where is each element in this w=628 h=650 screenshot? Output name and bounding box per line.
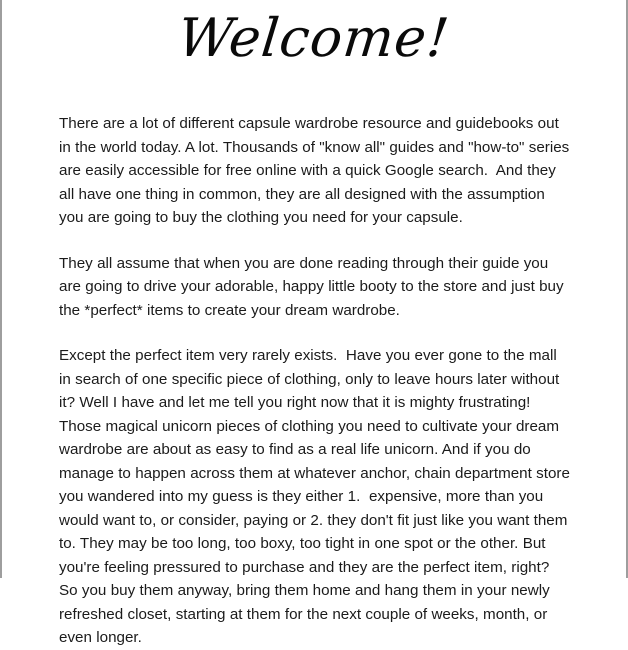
body-paragraph-2: They all assume that when you are done reading through their guide you are going to drive your adorable, happy little booty to the store and just buy the *perfect* items to create your dream wardrobe.	[59, 254, 568, 319]
body-paragraph-1: There are a lot of different capsule wardrobe resource and guidebooks out in the world today. A lot. Thousands of "know all" guides and "how-to" series are easily accessible for free online with a quick Google search. And they all have one thing in common, they are all designed with the assumption you are going to buy the clothing you need for your capsule.	[59, 115, 574, 226]
page-title: Welcome!	[175, 8, 453, 69]
body-paragraph-3: Except the perfect item very rarely exists. Have you ever gone to the mall in search of one specific piece of clothing, only to leave hours later without it? Well I have and let me tell you right now that it is mighty frustrating! Those magical unicorn pieces of clothing you need to cultivate your dream wardrobe are about as easy to find as a real life unicorn. And if you do manage to happen across them at whatever anchor, chain department store you wandered into my guess is they either 1. expensive, more than you would want to, or consider, paying or 2. they don't fit just like you want them to. They may be too long, too boxy, too tight in one spot or the other. But you're feeling pressured to purchase and they are the perfect item, right? So you buy them anyway, bring them home and hang them in your newly refreshed closet, starting at them for the next couple of weeks, month, or even longer.	[59, 347, 575, 646]
document-body	[2, 72, 626, 650]
